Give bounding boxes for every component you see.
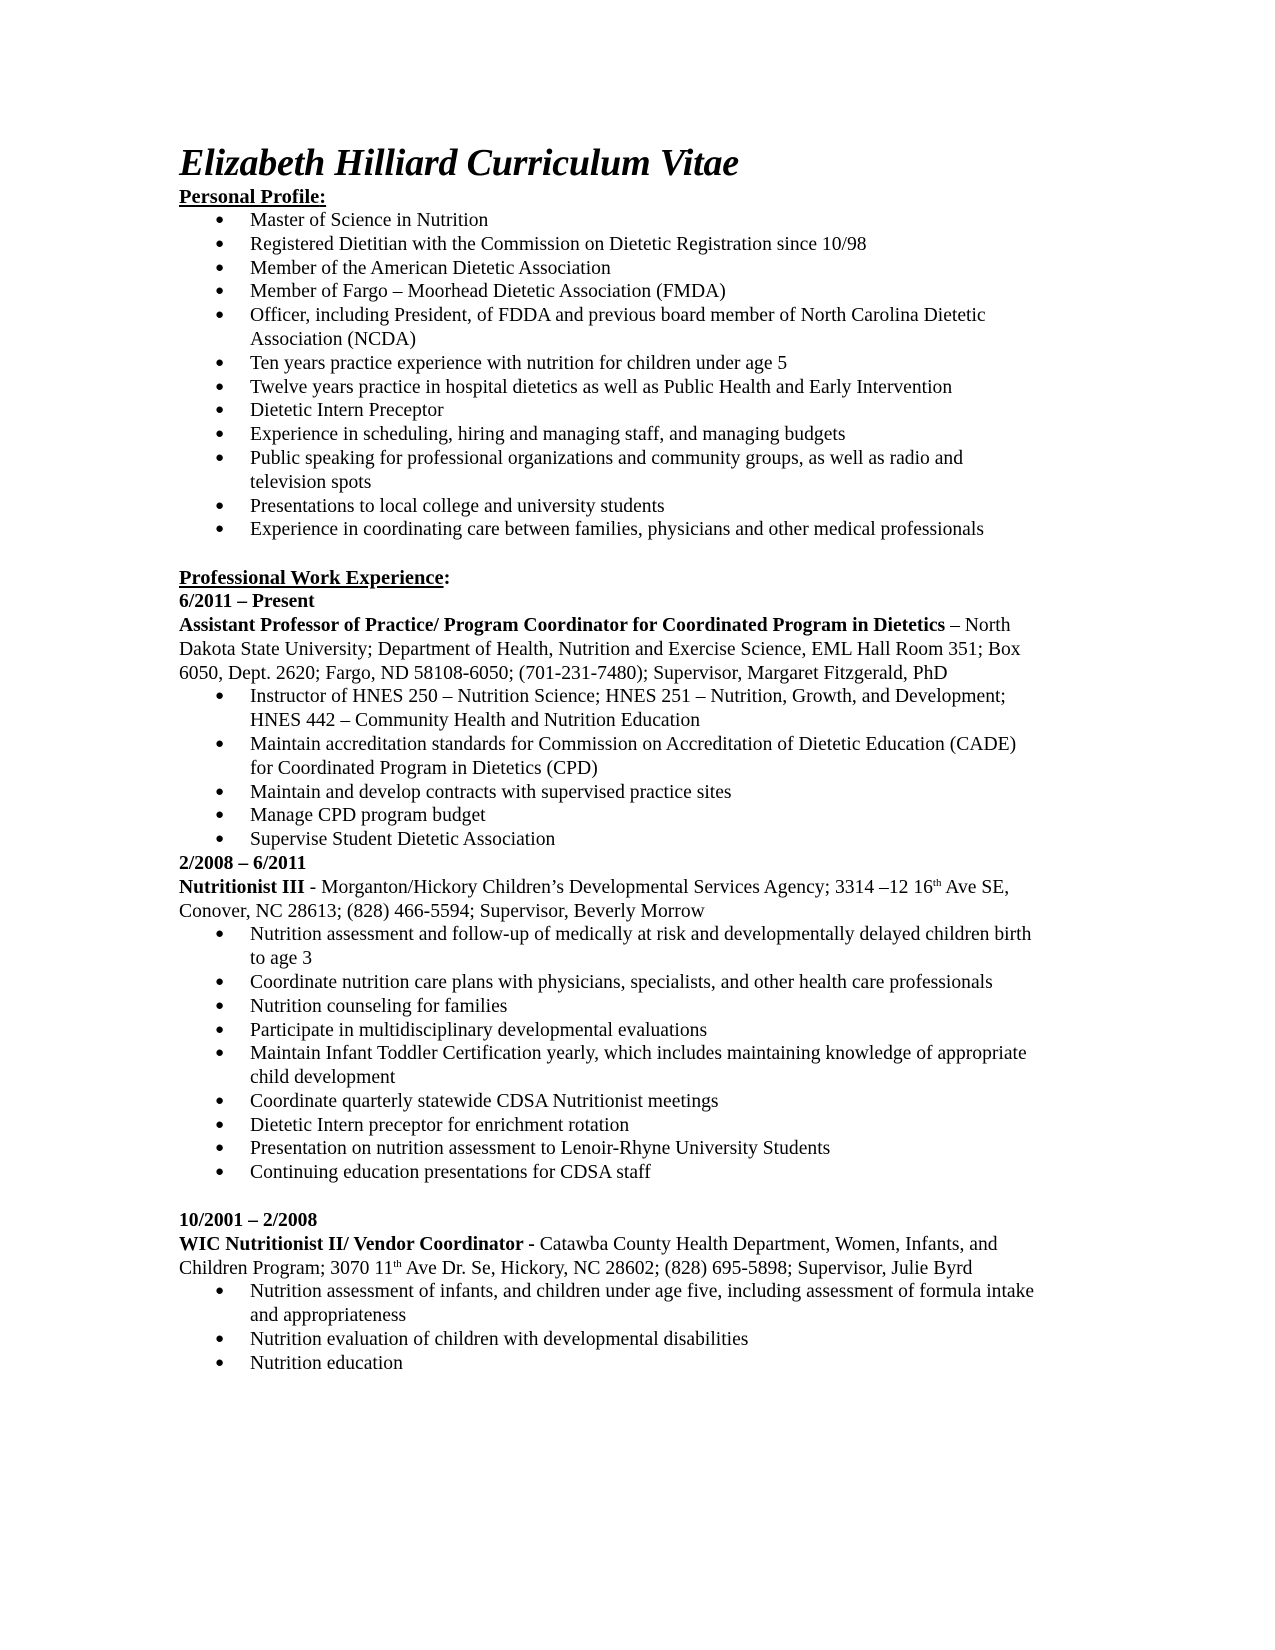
job-details-cont: Ave SE, Conover, NC 28613; (828) 466-5594; Supervisor, Beverly Morrow (179, 876, 1010, 922)
list-item (179, 352, 1039, 376)
list-item (179, 1161, 1039, 1185)
list-item (179, 923, 1039, 971)
list-item (179, 828, 1039, 852)
list-item (179, 995, 1039, 1019)
bullet-icon: ● (215, 1092, 225, 1109)
bullet-icon: ● (215, 354, 225, 371)
page-title: Elizabeth Hilliard Curriculum Vitae (179, 142, 739, 184)
job-details: - Morganton/Hickory Children’s Developmental Services Agency; 3314 –12 16 (304, 876, 933, 898)
list-item (179, 971, 1039, 995)
list-item-text: Twelve years practice in hospital dietetics as well as Public Health and Early Intervention (250, 376, 953, 398)
list-item-text: Manage CPD program budget (250, 805, 486, 827)
list-item-text: Public speaking for professional organizations and community groups, as well as radio and television spots (250, 447, 964, 493)
list-item (179, 1328, 1039, 1352)
heading-text: Personal Profile (179, 186, 320, 208)
list-item (179, 447, 1039, 495)
job-duties-list (179, 923, 1039, 1185)
job-details-cont: Ave Dr. Se, Hickory, NC 28602; (828) 695-5898; Supervisor, Julie Byrd (401, 1257, 973, 1279)
list-item (179, 423, 1039, 447)
personal-profile-list (179, 209, 1039, 542)
spacer (179, 542, 1039, 566)
bullet-icon: ● (215, 735, 225, 752)
bullet-icon: ● (215, 378, 225, 395)
list-item-text: Member of Fargo – Moorhead Dietetic Association (FMDA) (250, 281, 726, 303)
list-item (179, 1090, 1039, 1114)
list-item-text: Experience in scheduling, hiring and managing staff, and managing budgets (250, 424, 846, 446)
list-item-text: Master of Science in Nutrition (250, 210, 489, 231)
list-item-text: Member of the American Dietetic Association (250, 257, 611, 279)
spacer (179, 1185, 1039, 1209)
cv-page (179, 141, 1039, 1376)
list-item (179, 685, 1039, 733)
list-item-text: Nutrition assessment of infants, and children under age five, including assessment of formula intake and appropriateness (250, 1281, 1035, 1327)
list-item (179, 1114, 1039, 1138)
bullet-icon: ● (215, 973, 225, 990)
job-description (179, 1233, 1039, 1281)
bullet-icon: ● (215, 1354, 225, 1371)
list-item (179, 1042, 1039, 1090)
bullet-icon: ● (215, 402, 225, 419)
bullet-icon: ● (215, 1331, 225, 1348)
bullet-icon: ● (215, 235, 225, 252)
section-heading-personal-profile (179, 185, 1039, 209)
bullet-icon: ● (215, 212, 225, 228)
list-item-text: Coordinate nutrition care plans with physicians, specialists, and other health care professionals (250, 971, 993, 993)
list-item (179, 1019, 1039, 1043)
bullet-icon: ● (215, 449, 225, 466)
job-description (179, 614, 1039, 685)
section-heading-work-experience (179, 566, 1039, 590)
job-dates: 6/2011 – Present (179, 591, 315, 613)
job-description (179, 876, 1039, 924)
bullet-icon: ● (215, 807, 225, 824)
bullet-icon: ● (215, 1116, 225, 1133)
job-dates: 2/2008 – 6/2011 (179, 852, 307, 874)
list-item (179, 304, 1039, 352)
ordinal-suffix: th (393, 1257, 402, 1270)
bullet-icon: ● (215, 426, 225, 443)
list-item (179, 518, 1039, 542)
personal-profile-section (179, 185, 1039, 542)
list-item (179, 733, 1039, 781)
job-dates: 10/2001 – 2/2008 (179, 1210, 318, 1232)
list-item-text: Participate in multidisciplinary developmental evaluations (250, 1019, 708, 1041)
list-item (179, 257, 1039, 281)
job-role: Nutritionist III (179, 876, 305, 898)
list-item-text: Coordinate quarterly statewide CDSA Nutritionist meetings (250, 1090, 719, 1112)
list-item-text: Continuing education presentations for CDSA staff (250, 1162, 651, 1184)
ordinal-suffix: th (932, 876, 942, 889)
job-role: WIC Nutritionist II/ Vendor Coordinator - (179, 1233, 535, 1255)
list-item-text: Maintain accreditation standards for Commission on Accreditation of Dietetic Education (CADE) for Coordinated Program in Dietetics (CPD) (250, 733, 1017, 779)
bullet-icon: ● (215, 1164, 225, 1181)
job-entry (179, 1209, 1039, 1376)
list-item-text: Nutrition assessment and follow-up of medically at risk and developmentally delayed children birth to age 3 (250, 924, 1032, 970)
bullet-icon: ● (215, 783, 225, 800)
list-item-text: Experience in coordinating care between families, physicians and other medical professionals (250, 519, 984, 541)
heading-colon: : (319, 186, 327, 208)
list-item-text: Maintain Infant Toddler Certification yearly, which includes maintaining knowledge of appropriate child development (250, 1043, 1027, 1089)
work-experience-section (179, 566, 1039, 1376)
bullet-icon: ● (215, 259, 225, 276)
list-item (179, 804, 1039, 828)
bullet-icon: ● (215, 688, 225, 705)
bullet-icon: ● (215, 283, 225, 300)
list-item (179, 1352, 1039, 1376)
list-item-text: Presentation on nutrition assessment to Lenoir-Rhyne University Students (250, 1138, 831, 1160)
bullet-icon: ● (215, 307, 225, 324)
list-item (179, 399, 1039, 423)
bullet-icon: ● (215, 497, 225, 514)
job-details: – North Dakota State University; Department of Health, Nutrition and Exercise Science, EML Hall Room 351; Box 6050, Dept. 2620; Fargo, ND 58108-6050; (701-231-7480); Supervisor, Margaret Fitzgerald, PhD (179, 614, 1021, 684)
job-role: Assistant Professor of Practice/ Program Coordinator for Coordinated Program in Dietetics (179, 614, 946, 636)
job-entry (179, 852, 1039, 1185)
bullet-icon: ● (215, 997, 225, 1014)
heading-colon: : (443, 567, 451, 590)
bullet-icon: ● (215, 521, 225, 538)
list-item-text: Dietetic Intern Preceptor (250, 400, 444, 422)
list-item (179, 280, 1039, 304)
bullet-icon: ● (215, 1021, 225, 1038)
list-item-text: Nutrition education (250, 1352, 403, 1374)
bullet-icon: ● (215, 1045, 225, 1062)
list-item-text: Instructor of HNES 250 – Nutrition Science; HNES 251 – Nutrition, Growth, and Development; HNES 442 – Community Health and Nutrition Education (250, 686, 1006, 732)
list-item (179, 1137, 1039, 1161)
list-item-text: Maintain and develop contracts with supervised practice sites (250, 781, 732, 803)
list-item (179, 495, 1039, 519)
list-item-text: Nutrition counseling for families (250, 995, 508, 1017)
list-item-text: Presentations to local college and university students (250, 495, 665, 517)
bullet-icon: ● (215, 831, 225, 848)
list-item (179, 233, 1039, 257)
list-item-text: Nutrition evaluation of children with developmental disabilities (250, 1329, 749, 1351)
list-item-text: Ten years practice experience with nutrition for children under age 5 (250, 352, 788, 374)
list-item (179, 209, 1039, 233)
list-item-text: Dietetic Intern preceptor for enrichment rotation (250, 1114, 630, 1136)
list-item (179, 376, 1039, 400)
job-entry (179, 590, 1039, 852)
list-item-text: Registered Dietitian with the Commission on Dietetic Registration since 10/98 (250, 233, 867, 255)
list-item (179, 781, 1039, 805)
bullet-icon: ● (215, 926, 225, 943)
bullet-icon: ● (215, 1140, 225, 1157)
bullet-icon: ● (215, 1283, 225, 1300)
list-item-text: Supervise Student Dietetic Association (250, 829, 556, 851)
heading-text: Professional Work Experience (179, 567, 444, 590)
job-duties-list (179, 1280, 1039, 1375)
job-details: Catawba County Health Department, Women, Infants, and Children Program; 3070 11 (179, 1233, 998, 1279)
list-item-text: Officer, including President, of FDDA and previous board member of North Carolina Dietetic Association (NCDA) (250, 305, 986, 350)
list-item (179, 1280, 1039, 1328)
job-duties-list (179, 685, 1039, 852)
